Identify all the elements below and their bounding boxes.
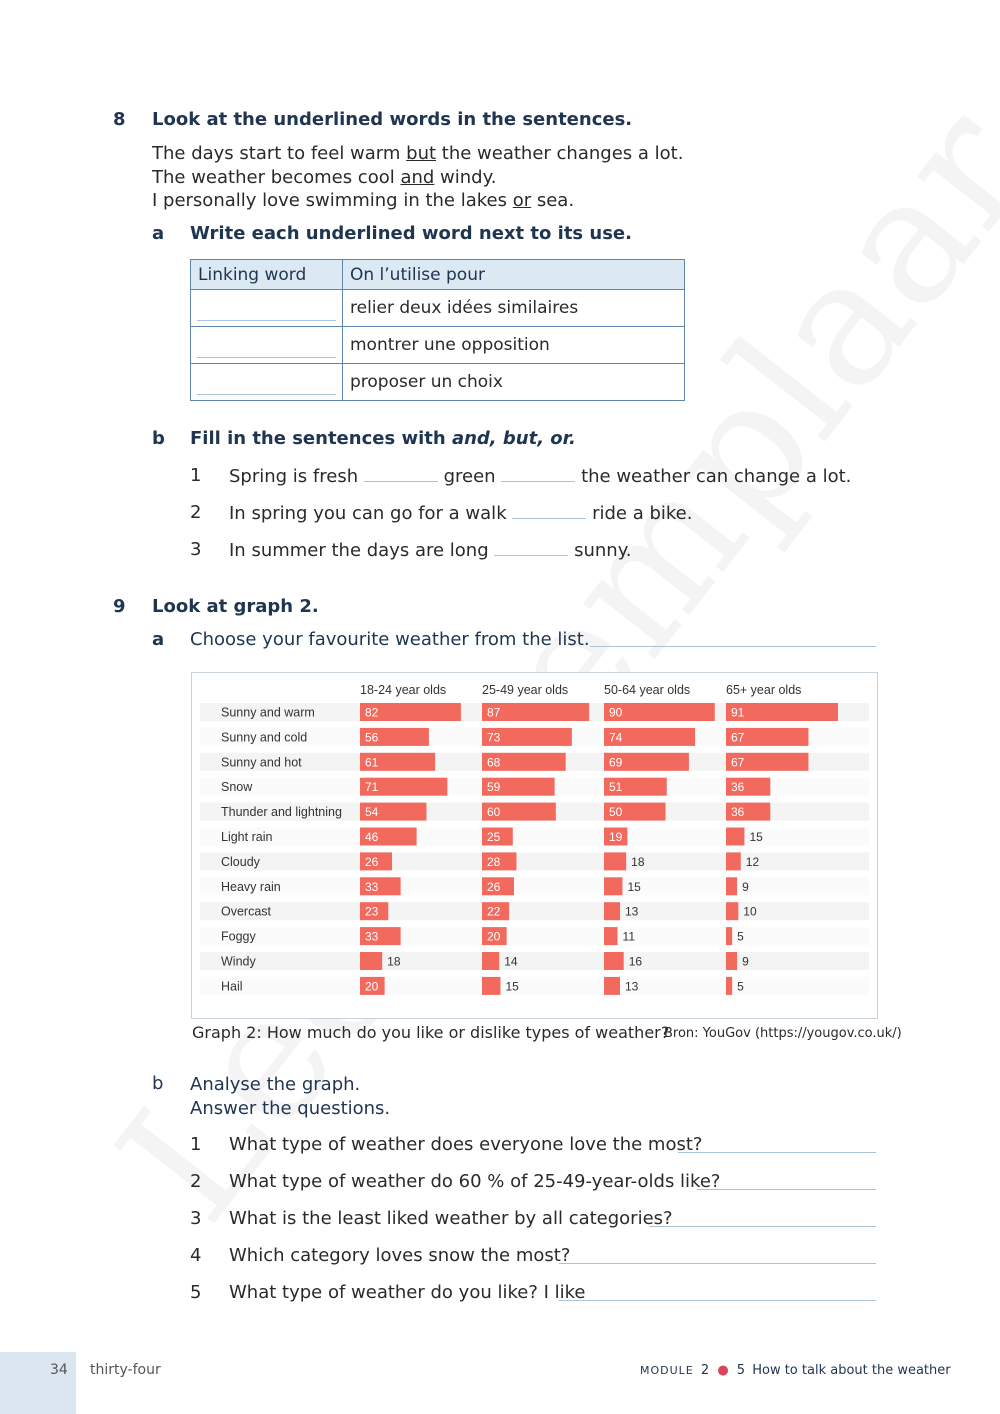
fill-sentence-3: In summer the days are long sunny. xyxy=(229,537,632,563)
bar xyxy=(482,977,500,995)
answer-line[interactable] xyxy=(649,1226,876,1227)
exercise-9b-instruction: Analyse the graph. Answer the questions. xyxy=(190,1074,391,1119)
exercise-8a-instruction: Write each underlined word next to its use. xyxy=(190,223,632,244)
page-number: 34 xyxy=(50,1362,68,1378)
bar-value-label: 59 xyxy=(487,780,501,795)
bar-value-label: 46 xyxy=(365,830,379,844)
bar-value-label: 23 xyxy=(365,904,379,919)
answer-field[interactable] xyxy=(191,290,343,327)
bar-value-label: 61 xyxy=(365,755,379,770)
bar-value-label: 73 xyxy=(487,730,501,745)
bar-value-label: 33 xyxy=(365,879,379,894)
bar xyxy=(360,952,382,970)
bar xyxy=(482,952,499,970)
bar-value-label: 15 xyxy=(749,830,763,844)
bar-value-label: 5 xyxy=(737,929,744,944)
question-number: 2 xyxy=(190,1171,202,1192)
table-header-row xyxy=(191,260,685,290)
graph-source: Bron: YouGov (https://yougov.co.uk/) xyxy=(664,1026,902,1041)
bar-value-label: 26 xyxy=(365,854,379,869)
category-label: Cloudy xyxy=(221,854,260,869)
row-band xyxy=(200,852,869,870)
exercise-9b-letter: b xyxy=(152,1073,164,1094)
exercise-9-number: 9 xyxy=(113,596,126,617)
category-label: Sunny and cold xyxy=(221,730,308,745)
row-band xyxy=(200,877,869,895)
row-band xyxy=(200,977,869,995)
bar xyxy=(604,902,620,920)
bar xyxy=(726,902,738,920)
bar-value-label: 56 xyxy=(365,730,379,745)
bar-value-label: 90 xyxy=(609,705,623,720)
linking-word-table xyxy=(190,259,685,401)
table-row xyxy=(191,327,685,364)
underlined-word: but xyxy=(406,143,437,164)
exercise-9-heading: Look at graph 2. xyxy=(152,596,319,617)
answer-blank[interactable] xyxy=(364,463,438,482)
bar xyxy=(604,977,620,995)
bar-value-label: 16 xyxy=(628,954,643,969)
bar xyxy=(726,977,732,995)
bar xyxy=(604,877,622,895)
bar-value-label: 69 xyxy=(609,755,623,770)
category-label: Windy xyxy=(221,954,256,969)
bar-value-label: 25 xyxy=(487,830,501,844)
bar-value-label: 36 xyxy=(731,805,745,820)
page-number-words: thirty-four xyxy=(90,1362,161,1378)
bar-value-label: 67 xyxy=(731,730,745,745)
question-number: 5 xyxy=(190,1282,202,1303)
question-number: 3 xyxy=(190,1208,202,1229)
exercise-8b-letter: b xyxy=(152,428,165,449)
underlined-word: or xyxy=(512,190,532,211)
item-number: 1 xyxy=(190,465,202,486)
bar-value-label: 36 xyxy=(731,780,745,795)
bar-value-label: 51 xyxy=(609,780,623,795)
series-header: 50-64 year olds xyxy=(604,683,691,697)
fill-sentence-2: In spring you can go for a walk ride a bike. xyxy=(229,500,692,526)
series-header: 65+ year olds xyxy=(726,683,802,697)
bar-value-label: 20 xyxy=(487,929,501,944)
table-cell-use: proposer un choix xyxy=(343,364,685,401)
bar-value-label: 26 xyxy=(487,879,501,894)
bar-value-label: 13 xyxy=(625,904,639,919)
row-band xyxy=(200,952,869,970)
weather-chart xyxy=(191,672,878,1019)
row-band xyxy=(200,828,869,846)
table-header-use: On l’utilise pour xyxy=(343,260,685,290)
category-label: Light rain xyxy=(221,830,273,844)
exercise-8-number: 8 xyxy=(113,109,126,130)
exercise-8b-instruction: Fill in the sentences with and, but, or. xyxy=(190,428,576,449)
bar xyxy=(726,877,737,895)
bar-value-label: 60 xyxy=(487,805,501,820)
bar-value-label: 87 xyxy=(487,705,501,720)
bar xyxy=(726,852,741,870)
question-text: What type of weather does everyone love the most? xyxy=(229,1134,703,1155)
row-band xyxy=(200,927,869,945)
category-label: Thunder and lightning xyxy=(221,805,342,820)
answer-line[interactable] xyxy=(678,1152,876,1153)
underlined-word: and xyxy=(400,166,435,188)
fill-sentence-1: Spring is fresh green the weather can change a lot. xyxy=(229,463,851,489)
bar xyxy=(726,927,732,945)
sentence-1: The days start to feel warm but the weather changes a lot. xyxy=(152,143,684,164)
bar-value-label: 5 xyxy=(737,979,744,994)
bar-value-label: 82 xyxy=(365,705,379,720)
series-header: 25-49 year olds xyxy=(482,683,569,697)
category-label: Snow xyxy=(221,780,253,795)
answer-line[interactable] xyxy=(559,1300,876,1301)
question-text: What is the least liked weather by all categories? xyxy=(229,1208,673,1229)
bar-value-label: 20 xyxy=(365,979,379,994)
bar-value-label: 18 xyxy=(387,954,401,969)
item-number: 3 xyxy=(190,539,202,560)
bar-value-label: 67 xyxy=(731,755,745,770)
table-row xyxy=(191,290,685,327)
table-header-linking-word: Linking word xyxy=(191,260,343,290)
exercise-8-heading: Look at the underlined words in the sentences. xyxy=(152,109,633,130)
bar xyxy=(604,852,626,870)
question-number: 1 xyxy=(190,1134,202,1155)
item-number: 2 xyxy=(190,502,202,523)
bullet-icon: ● xyxy=(717,1363,729,1378)
bar-value-label: 12 xyxy=(745,854,760,869)
answer-field[interactable] xyxy=(191,327,343,364)
exercise-9a-letter: a xyxy=(152,629,165,650)
bar-value-label: 50 xyxy=(609,805,623,820)
answer-line[interactable] xyxy=(559,1263,876,1264)
bar-value-label: 13 xyxy=(625,979,639,994)
answer-field[interactable] xyxy=(191,364,343,401)
answer-blank[interactable] xyxy=(494,537,568,556)
bar xyxy=(726,828,744,846)
category-label: Overcast xyxy=(221,904,272,919)
bar-value-label: 68 xyxy=(487,755,501,770)
bar-value-label: 10 xyxy=(743,904,757,919)
bar-value-label: 91 xyxy=(731,705,745,720)
series-header: 18-24 year olds xyxy=(360,683,447,697)
category-label: Foggy xyxy=(221,929,256,944)
table-row xyxy=(191,364,685,401)
question-text: What type of weather do you like? I like xyxy=(229,1282,586,1303)
sentence-3: I personally love swimming in the lakes or sea. xyxy=(152,190,575,211)
sentence-2: The weather becomes cool and windy. xyxy=(152,166,497,188)
exercise-9a-instruction: Choose your favourite weather from the list. xyxy=(190,629,590,650)
table-cell-use: relier deux idées similaires xyxy=(343,290,685,327)
question-text: Which category loves snow the most? xyxy=(229,1245,571,1266)
category-label: Hail xyxy=(221,979,243,994)
module-footer: MODULE 2 ● 5 How to talk about the weather xyxy=(640,1363,951,1378)
category-label: Sunny and hot xyxy=(221,755,302,770)
bar-value-label: 15 xyxy=(505,979,519,994)
bar-value-label: 9 xyxy=(742,879,749,894)
bar-value-label: 19 xyxy=(609,830,623,844)
answer-line[interactable] xyxy=(697,1189,876,1190)
bar xyxy=(726,952,737,970)
exercise-8-sentences xyxy=(152,142,683,213)
category-label: Heavy rain xyxy=(221,879,281,894)
bar-value-label: 71 xyxy=(365,780,379,795)
bar-value-label: 33 xyxy=(365,929,379,944)
bar-value-label: 74 xyxy=(609,730,623,745)
question-text: What type of weather do 60 % of 25-49-year-olds like? xyxy=(229,1171,721,1192)
bar xyxy=(604,927,618,945)
bar-value-label: 15 xyxy=(627,879,641,894)
question-number: 4 xyxy=(190,1245,202,1266)
row-band xyxy=(200,902,869,920)
bar-value-label: 9 xyxy=(742,954,749,969)
bar-value-label: 22 xyxy=(487,904,501,919)
answer-blank[interactable] xyxy=(512,500,586,519)
bar xyxy=(604,952,624,970)
exercise-8a-letter: a xyxy=(152,223,165,244)
category-label: Sunny and warm xyxy=(221,705,315,720)
bar-value-label: 28 xyxy=(487,854,501,869)
answer-blank[interactable] xyxy=(501,463,575,482)
graph-caption: Graph 2: How much do you like or dislike types of weather? xyxy=(192,1023,670,1042)
bar-value-label: 54 xyxy=(365,805,379,820)
bar-value-label: 14 xyxy=(504,954,518,969)
table-cell-use: montrer une opposition xyxy=(343,327,685,364)
weather-chart-svg xyxy=(192,673,877,1018)
bar-value-label: 11 xyxy=(622,929,636,944)
answer-line[interactable] xyxy=(590,646,876,647)
bar-value-label: 18 xyxy=(631,854,645,869)
